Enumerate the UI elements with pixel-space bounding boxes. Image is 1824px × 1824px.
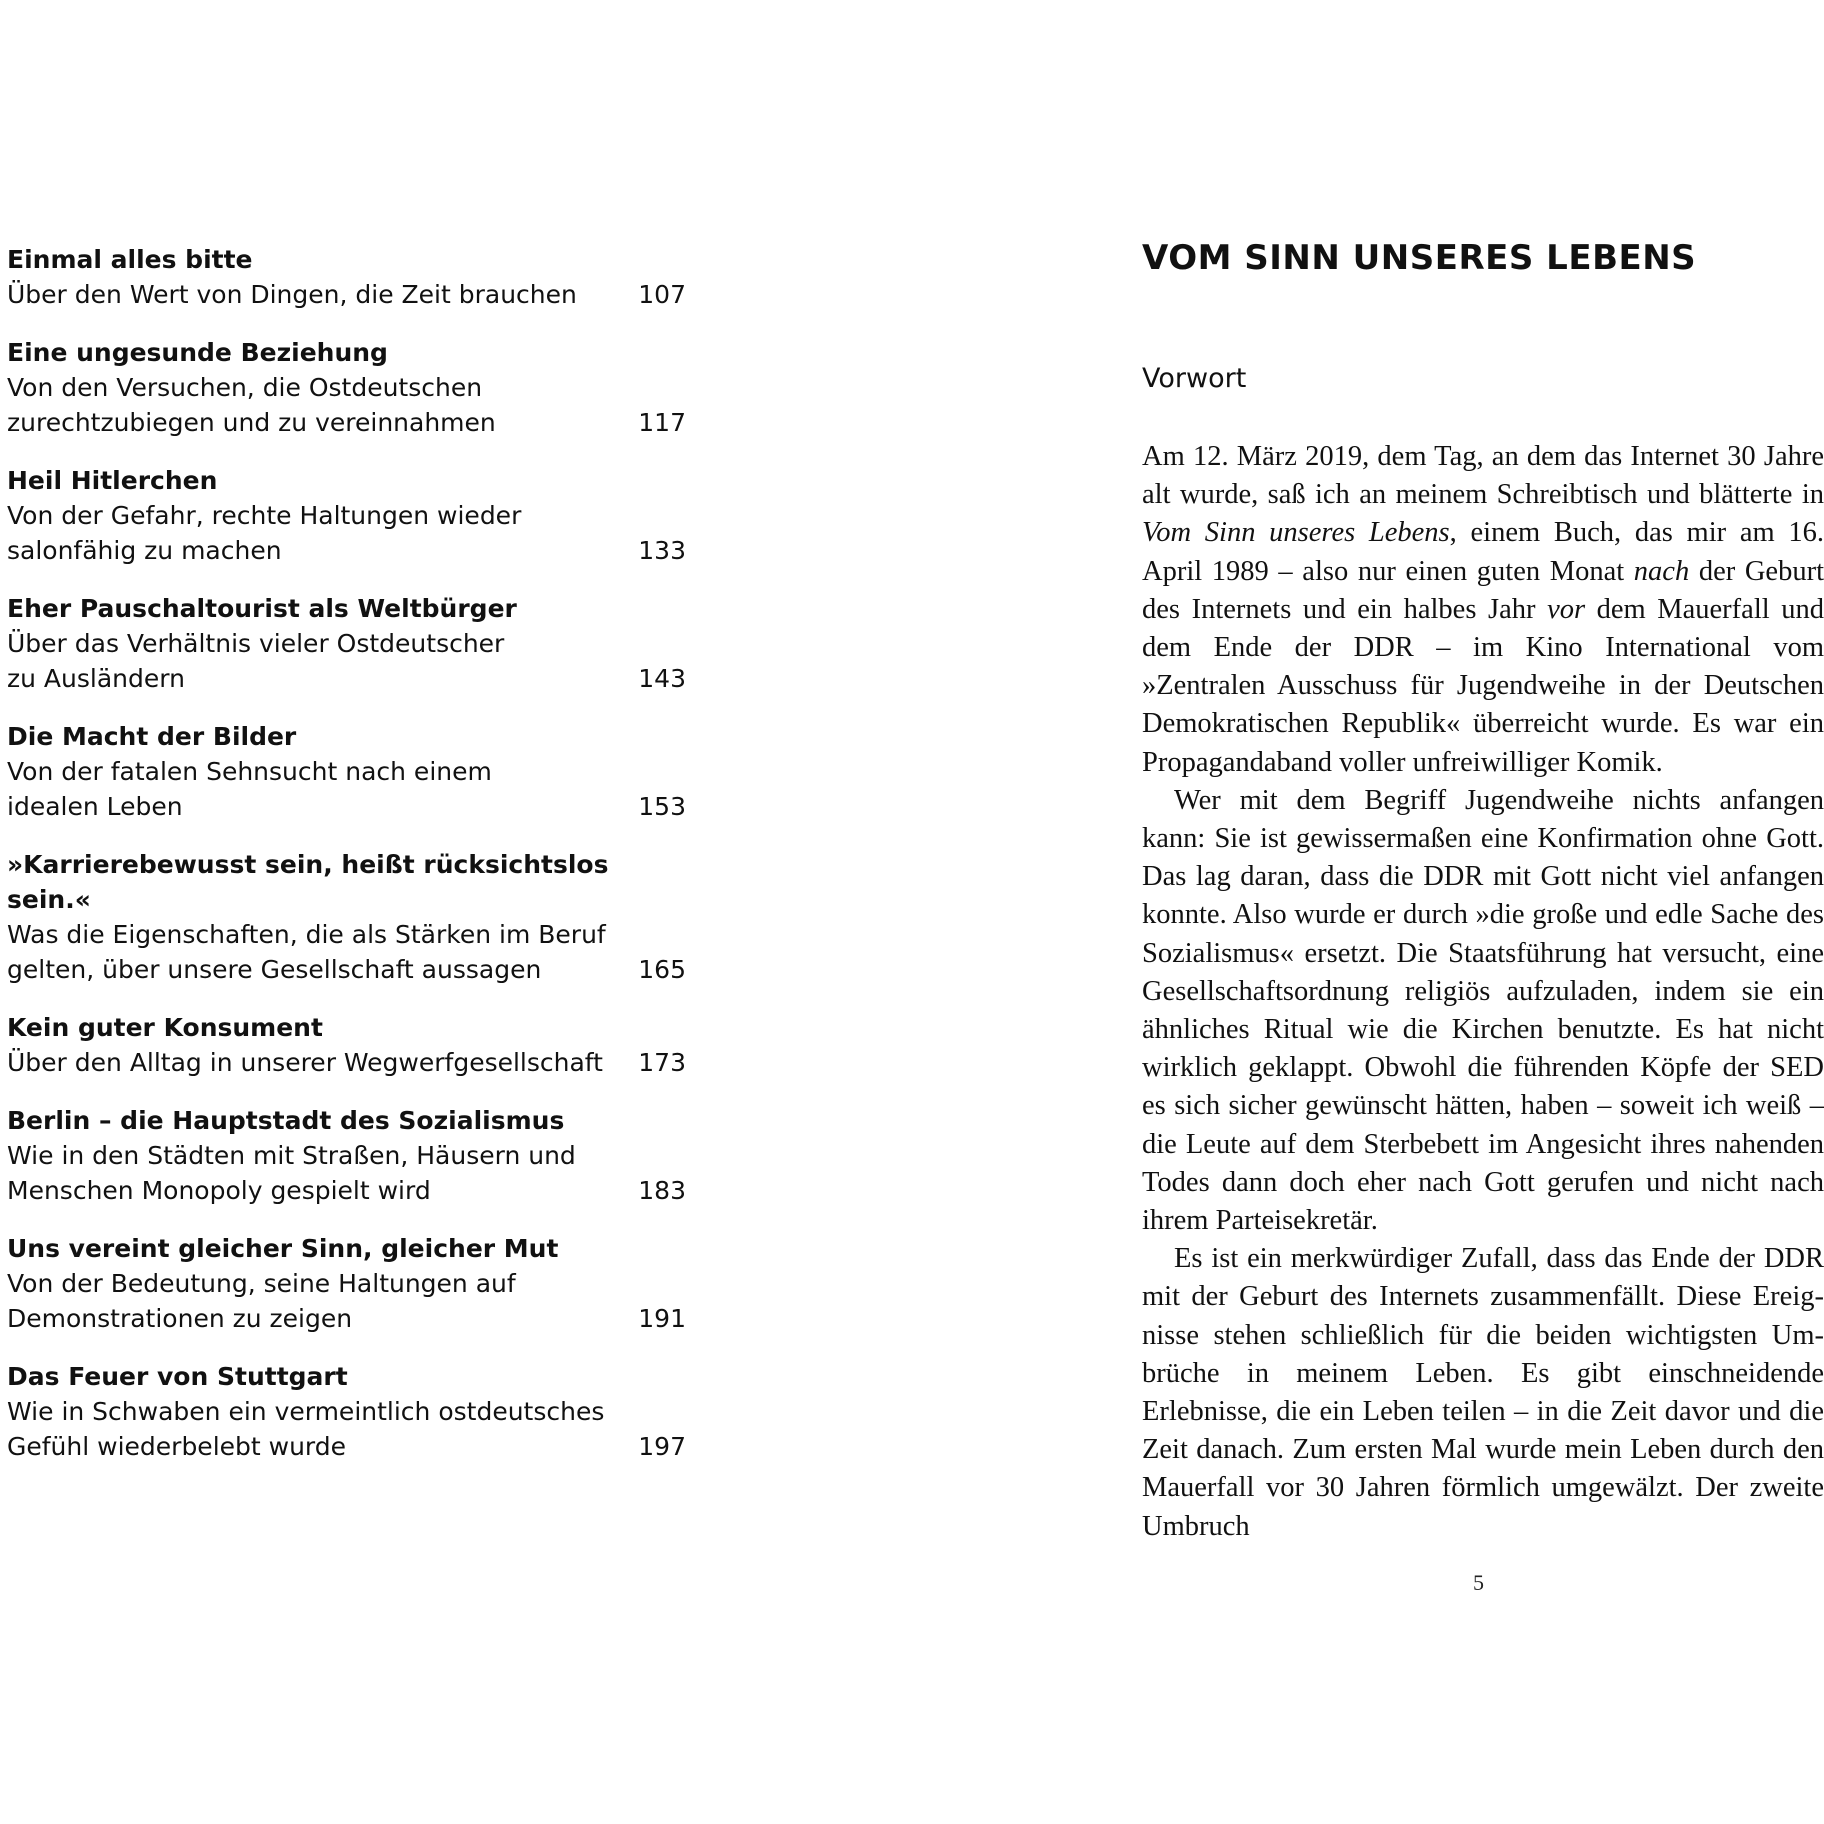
toc-entry-subtitle: Über das Verhältnis vieler Ostdeutscher zu Ausländern <box>7 629 505 693</box>
toc-entry-subtitle: Von der fatalen Sehnsucht nach einem idealen Leben <box>7 757 492 821</box>
toc-entry[interactable] <box>7 1231 687 1336</box>
toc-entry-title: Berlin – die Hauptstadt des Sozialismus <box>7 1106 565 1135</box>
toc-entry-page-number: 117 <box>638 408 686 437</box>
toc-entry-title: Einmal alles bitte <box>7 245 253 274</box>
toc-entry-title: Uns vereint gleicher Sinn, gleicher Mut <box>7 1234 559 1263</box>
page-number: 5 <box>1473 1570 1484 1595</box>
toc-entry-title: »Karrierebewusst sein, heißt rücksichtslos sein.« <box>7 850 609 914</box>
toc-entry[interactable] <box>7 1103 687 1208</box>
toc-entry-page-number: 197 <box>638 1432 686 1461</box>
toc-entry[interactable] <box>7 719 687 824</box>
toc-entry-page-number: 191 <box>638 1304 686 1333</box>
paragraph-2: Wer mit dem Begriff Jugendweihe nichts anfangen kann: Sie ist gewissermaßen eine Konfirmation ohne Gott. Das lag daran, dass die DDR mit Gott nicht viel anfangen konnte. Also wurde er durch »die große und edle Sache des Sozialismus« ersetzt. Die Staatsführung hat versucht, eine Gesellschaftsordnung religiös aufzuladen, indem sie ein ähnliches Ritual wie die Kirchen benutzte. Es hat nicht wirklich geklappt. Obwohl die führenden Köpfe der SED es sich sicher gewünscht hätten, haben – soweit ich weiß – die Leute auf dem Sterbebett im Angesicht ihres nahenden Todes dann doch eher nach Gott gerufen und nicht nach ihrem Parteisekretär. <box>1142 784 1824 1237</box>
section-title: Vorwort <box>1142 363 1247 394</box>
toc-entry[interactable] <box>7 591 687 696</box>
toc-entry-subtitle: Wie in den Städten mit Straßen, Häusern und Menschen Monopoly gespielt wird <box>7 1141 576 1205</box>
toc-entry[interactable] <box>7 1359 687 1464</box>
toc-entry[interactable] <box>7 1010 687 1080</box>
toc-entry-subtitle: Über den Alltag in unserer Wegwerfgesellschaft <box>7 1048 603 1077</box>
table-of-contents <box>7 242 687 1487</box>
toc-entry-page-number: 107 <box>638 280 686 309</box>
paragraph-1-text: Am 12. März 2019, dem Tag, an dem das Internet 30 Jahre alt wurde, saß ich an meinem Schreibtisch und blätterte in <box>1142 441 1824 511</box>
emphasis-nach: nach <box>1633 555 1690 587</box>
toc-entry-page-number: 165 <box>638 955 686 984</box>
paragraph-1-text: der Geburt des Internets und ein halbes Jahr <box>1142 555 1824 625</box>
toc-entry-page-number: 173 <box>638 1048 686 1077</box>
toc-entry-title: Eher Pauschaltourist als Weltbürger <box>7 594 517 623</box>
chapter-title: VOM SINN UNSERES LEBENS <box>1142 238 1697 278</box>
paragraph-1-text: , einem Buch, das mir am 16. April 1989 – also nur einen guten Monat <box>1142 517 1824 587</box>
emphasis-vor: vor <box>1547 593 1586 625</box>
paragraph-1 <box>1142 438 1824 782</box>
paragraph-3: Es ist ein merkwürdiger Zufall, dass das Ende der DDR mit der Geburt des Internets zusammenfällt. Diese Ereignisse stehen schließlich für die beiden wichtigsten Umbrüche in meinem Leben. Es gibt einschneidende Erlebnisse, die ein Leben teilen – in die Zeit davor und die Zeit danach. Zum ersten Mal wurde mein Leben durch den Mauerfall vor 30 Jahren förmlich umgewälzt. Der zweite Umbruch <box>1142 1243 1824 1542</box>
toc-entry-title: Das Feuer von Stuttgart <box>7 1362 348 1391</box>
toc-entry[interactable] <box>7 242 687 312</box>
toc-entry[interactable] <box>7 847 687 987</box>
toc-entry-title: Die Macht der Bilder <box>7 722 297 751</box>
toc-entry-subtitle: Wie in Schwaben ein vermeintlich ostdeutsches Gefühl wiederbelebt wurde <box>7 1397 605 1461</box>
toc-entry-title: Kein guter Konsument <box>7 1013 323 1042</box>
toc-entry-page-number: 183 <box>638 1176 686 1205</box>
toc-entry-title: Heil Hitlerchen <box>7 466 218 495</box>
toc-entry-subtitle: Von der Bedeutung, seine Haltungen auf Demonstrationen zu zeigen <box>7 1269 516 1333</box>
body-text <box>1142 438 1824 1546</box>
toc-entry-subtitle: Von der Gefahr, rechte Haltungen wieder salonfähig zu machen <box>7 501 522 565</box>
toc-entry-page-number: 143 <box>638 664 686 693</box>
toc-entry-page-number: 133 <box>638 536 686 565</box>
right-page <box>912 0 1824 1824</box>
toc-entry[interactable] <box>7 463 687 568</box>
toc-entry-subtitle: Von den Versuchen, die Ostdeutschen zurechtzubiegen und zu vereinnahmen <box>7 373 496 437</box>
toc-entry-title: Eine ungesunde Beziehung <box>7 338 388 367</box>
toc-entry-subtitle: Was die Eigenschaften, die als Stärken im Beruf gelten, über unsere Gesellschaft aussagen <box>7 920 606 984</box>
toc-entry[interactable] <box>7 335 687 440</box>
toc-entry-subtitle: Über den Wert von Dingen, die Zeit brauchen <box>7 280 577 309</box>
book-title-italic: Vom Sinn unseres Lebens <box>1142 517 1450 549</box>
toc-entry-page-number: 153 <box>638 792 686 821</box>
paragraph-1-text: dem Mauerfall und dem Ende der DDR – im Kino International vom »Zentralen Ausschuss für Jugendweihe in der Deutschen Demokratischen Republik« überreicht wurde. Es war ein Propagandaband voller unfreiwilliger Komik. <box>1142 593 1824 778</box>
